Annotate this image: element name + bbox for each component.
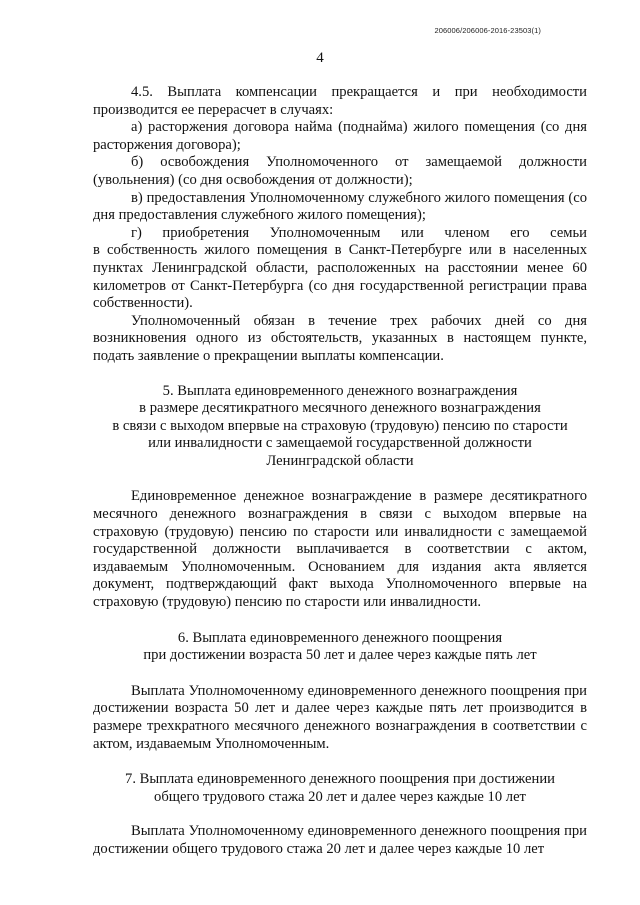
list-item-v: в) предоставления Уполномоченному служебного жилого помещения (со дня предоставления служебного жилого помещения); [93,189,587,224]
paragraph-obligation: Уполномоченный обязан в течение трех рабочих дней со дня возникновения одного из обстоятельств, указанных в настоящем пункте, подать заявление о прекращении выплаты компенсации. [93,312,587,364]
document-body [93,84,587,859]
section-6-heading [93,630,587,665]
list-item-a: а) расторжения договора найма (поднайма) жилого помещения (со дня расторжения договора); [93,119,587,153]
section-7-heading [93,771,587,806]
section-5-body: Единовременное денежное вознаграждение в размере десятикратного месячного денежного вознаграждения в связи с выходом впервые на страховую (трудовую) пенсию по старости или инвалидности с замещаемой государственной должности выплачивается в соответствии с актом, издаваемым Уполномоченным. Основанием для издания акта является документ, подтверждающий факт выхода Уполномоченного впервые на страховую (трудовую) пенсию по старости или инвалидности. [93,488,587,611]
document-id: 206006/206006-2016-23503(1) [434,26,541,35]
section-6-heading-line: 6. Выплата единовременного денежного поощрения [177,629,503,646]
page-number: 4 [316,50,324,66]
list-item-b: б) освобождения Уполномоченного от замещаемой должности (увольнения) (со дня освобождения от должности); [93,154,587,188]
section-6-heading-line: при достижении возраста 50 лет и далее через каждые пять лет [143,647,537,664]
section-5-heading-line: в размере десятикратного месячного денежного вознаграждения [139,400,541,417]
section-6-body: Выплата Уполномоченному единовременного денежного поощрения при достижении возраста 50 лет и далее через каждые пять лет производится в размере трехкратного месячного денежного вознаграждения в соответствии с актом, издаваемым Уполномоченным. [93,682,587,752]
section-5-heading [93,383,587,471]
list-item-g-continuation: в собственность жилого помещения в Санкт-Петербурге или в населенных пунктах Ленинградской области, расположенных на расстоянии менее 60 километров от Санкт-Петербурга (со дня государственной регистрации права собственности). [93,242,587,312]
paragraph-4-5: 4.5. Выплата компенсации прекращается и при необходимости производится ее перерасчет в случаях: [93,84,587,118]
section-7-body: Выплата Уполномоченному единовременного денежного поощрения при достижении общего трудового стажа 20 лет и далее через каждые 10 лет [93,823,587,857]
section-7-heading-line: общего трудового стажа 20 лет и далее через каждые 10 лет [154,788,526,805]
list-item-g-first-line: г) приобретения Уполномоченным или членом его семьи [131,224,587,241]
section-5-heading-line: в связи с выходом впервые на страховую (трудовую) пенсию по старости [112,417,568,434]
section-5-heading-line: Ленинградской области [266,452,414,469]
section-5-heading-line: или инвалидности с замещаемой государственной должности [148,435,532,452]
section-5-heading-line: 5. Выплата единовременного денежного вознаграждения [162,382,518,399]
section-7-heading-line: 7. Выплата единовременного денежного поощрения при достижении [125,771,555,788]
